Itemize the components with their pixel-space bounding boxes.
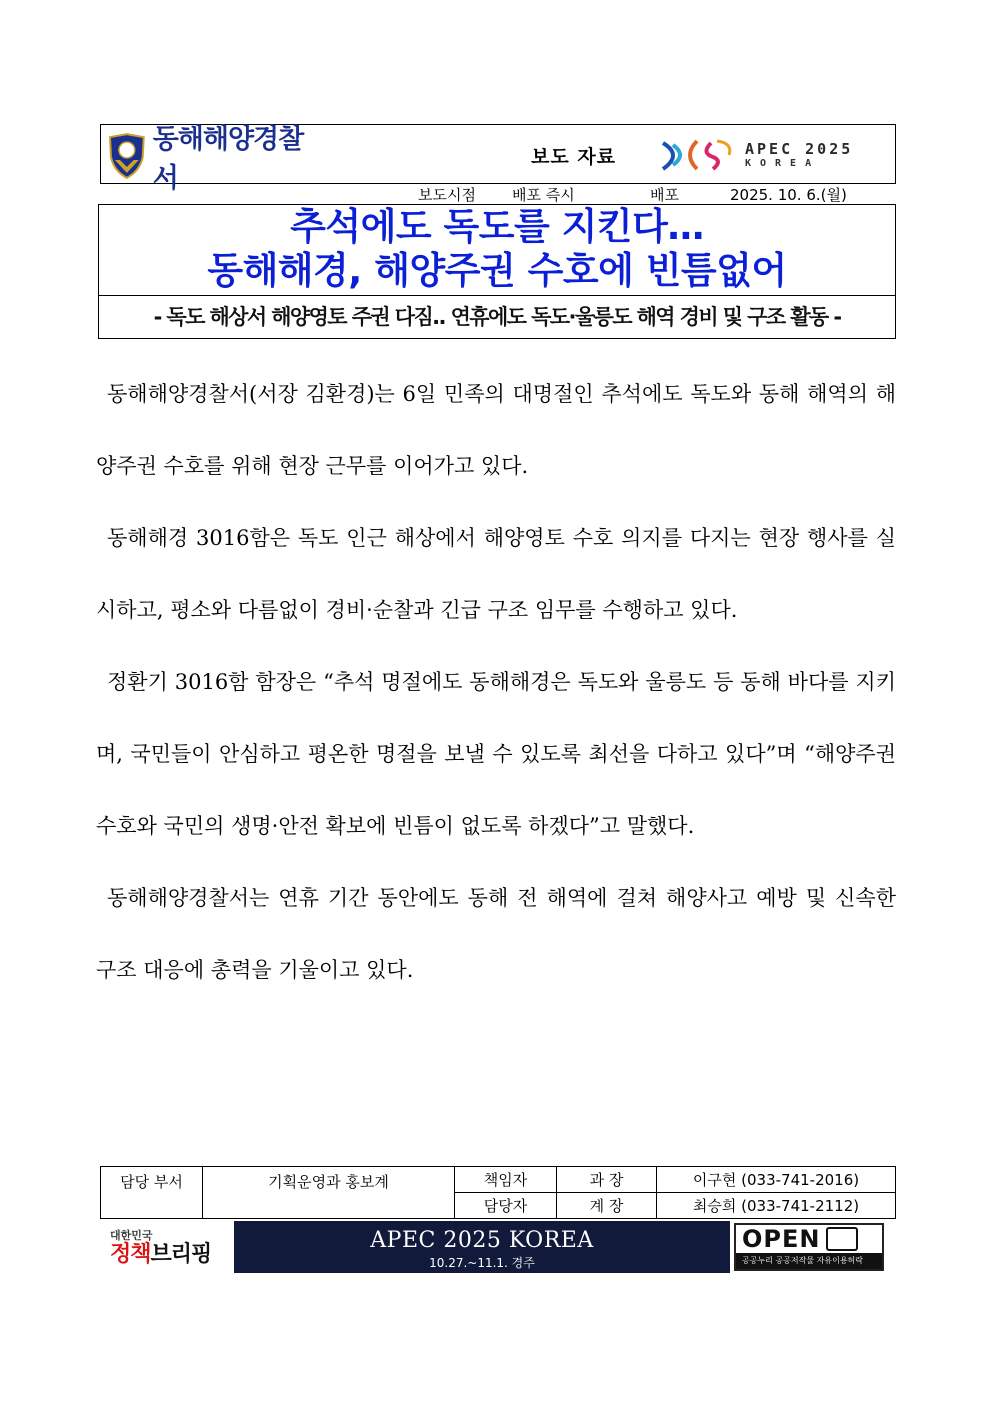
- headline-box: [98, 204, 896, 296]
- coast-guard-emblem-icon: [107, 133, 147, 179]
- position-label: 계 장: [557, 1193, 657, 1219]
- subheadline: - 독도 해상서 해양영토 주권 다짐.. 연휴에도 독도·울릉도 해역 경비 및 구조 활동 -: [98, 296, 896, 339]
- apec-banner: [234, 1221, 730, 1273]
- attribution-icon: [826, 1227, 858, 1251]
- open-license-badge: [734, 1223, 884, 1271]
- press-release-label: 보도 자료: [531, 146, 617, 168]
- release-date-label: 배포: [650, 186, 679, 204]
- release-date-value: 2025. 10. 6.(월): [730, 186, 847, 204]
- banner-title: APEC 2025 KOREA: [370, 1228, 594, 1253]
- org-logo: [107, 124, 327, 194]
- contact-table: [100, 1166, 896, 1219]
- briefing-red-text: 정책: [110, 1242, 151, 1267]
- apec-logo: [657, 131, 887, 179]
- apec-subtitle: KOREA: [745, 157, 821, 169]
- banner-date: 10.27.~11.1. 경주: [429, 1256, 535, 1270]
- paragraph-3: 정환기 3016함 함장은 “추석 명절에도 동해해경은 독도와 울릉도 등 동해 바다를 지키며, 국민들이 안심하고 평온한 명절을 보낼 수 있도록 최선을 다하고 있다”며 “해양주권 수호와 국민의 생명·안전 확보에 빈틈이 없도록 하겠다”고 말했다.: [96, 670, 896, 838]
- open-word: OPEN: [742, 1225, 821, 1253]
- table-row: [101, 1167, 896, 1193]
- header-box: [100, 124, 896, 194]
- dept-value: 기획운영과 홍보계: [203, 1167, 455, 1219]
- briefing-small-text: 대한민국: [110, 1229, 153, 1242]
- apec-title: APEC 2025: [745, 139, 854, 158]
- apec-swirl-icon: [657, 135, 737, 175]
- paragraph-1: 동해해양경찰서(서장 김환경)는 6일 민족의 대명절인 추석에도 독도와 동해 해역의 해양주권 수호를 위해 현장 근무를 이어가고 있다.: [96, 382, 896, 478]
- open-license-text: 공공누리 공공저작물 자유이용허락: [736, 1253, 882, 1269]
- paragraph-4: 동해해양경찰서는 연휴 기간 동안에도 동해 전 해역에 걸쳐 해양사고 예방 및 신속한 구조 대응에 총력을 기울이고 있다.: [96, 886, 896, 982]
- person-contact: 이구현 (033-741-2016): [657, 1167, 896, 1193]
- org-name: 동해해양경찰서: [152, 124, 304, 194]
- article-body: [96, 358, 896, 1006]
- person-contact: 최승희 (033-741-2112): [657, 1193, 896, 1219]
- role-label: 담당자: [455, 1193, 557, 1219]
- release-time-value: 배포 즉시: [512, 186, 575, 204]
- footer-banners: [100, 1221, 896, 1273]
- role-label: 책임자: [455, 1167, 557, 1193]
- position-label: 과 장: [557, 1167, 657, 1193]
- paragraph-2: 동해해경 3016함은 독도 인근 해상에서 해양영토 수호 의지를 다지는 현장 행사를 실시하고, 평소와 다름없이 경비·순찰과 긴급 구조 임무를 수행하고 있다.: [96, 526, 896, 622]
- policy-briefing-logo: [110, 1227, 230, 1271]
- briefing-text: 브리핑: [150, 1242, 212, 1267]
- release-time-label: 보도시점: [418, 186, 476, 204]
- headline-line-2: 동해해경, 해양주권 수호에 빈틈없어: [207, 249, 787, 292]
- dept-label: 담당 부서: [101, 1167, 203, 1219]
- headline-line-1: 추석에도 독도를 지킨다…: [290, 205, 704, 248]
